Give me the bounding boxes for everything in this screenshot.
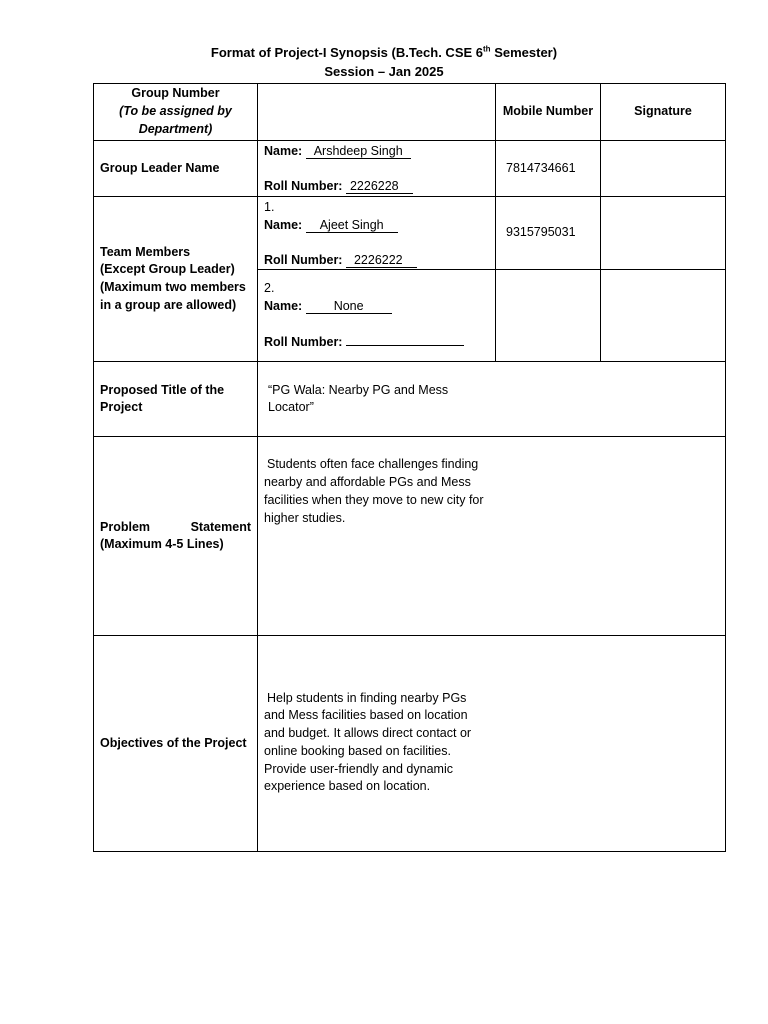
member-1-mobile[interactable]: 9315795031 (496, 197, 601, 270)
group-leader-details (258, 141, 496, 197)
objectives-value[interactable]: Help students in finding nearby PGs and Mess facilities based on location and budget. It allows direct contact or online booking based on facilities. Provide user-friendly and dynamic experience based on location. (264, 690, 472, 794)
group-leader-label: Group Leader Name (94, 141, 258, 197)
group-number-cell (94, 84, 258, 141)
mobile-number-header: Mobile Number (496, 84, 601, 141)
signature-header: Signature (601, 84, 726, 141)
header-row (94, 84, 726, 141)
leader-signature[interactable] (601, 141, 726, 197)
member-1-roll-label: Roll Number: (264, 252, 343, 267)
member-1-name-label: Name: (264, 217, 303, 232)
problem-statement-value[interactable]: Students often face challenges finding nearby and affordable PGs and Mess facilities when they move to new city for higher studies. (264, 457, 484, 525)
problem-label-word: Problem (100, 519, 151, 534)
member-2-name-value[interactable]: None (306, 300, 392, 314)
member-1-signature[interactable] (601, 197, 726, 270)
member-2-roll-value[interactable] (346, 333, 464, 346)
leader-roll-value[interactable]: 2226228 (346, 180, 413, 194)
document-title (0, 44, 768, 62)
group-number-label: Group Number (131, 86, 220, 101)
member-2-roll-label: Roll Number: (264, 334, 343, 349)
title-suffix: Semester) (490, 45, 558, 60)
title-superscript: th (483, 44, 491, 54)
synopsis-table (93, 83, 726, 852)
proposed-title-cell (258, 362, 726, 437)
member-2-index: 2. (264, 281, 275, 296)
proposed-title-value[interactable]: “PG Wala: Nearby PG and Mess Locator” (268, 382, 449, 415)
objectives-label: Objectives of the Project (94, 636, 258, 852)
member-2-signature[interactable] (601, 270, 726, 362)
session-line: Session – Jan 2025 (324, 64, 444, 79)
member-1-details (258, 197, 496, 270)
group-leader-row (94, 141, 726, 197)
member-1-roll-value[interactable]: 2226222 (346, 254, 417, 268)
member-2-name-label: Name: (264, 299, 303, 313)
group-number-note: (To be assigned by Department) (119, 104, 232, 136)
team-members-label-3: (Maximum two members in a group are allowed) (100, 280, 246, 312)
problem-statement-label (94, 437, 258, 636)
title-prefix: Format of Project-I Synopsis (B.Tech. CSE 6 (210, 45, 484, 60)
problem-label-limit: (Maximum 4-5 Lines) (100, 537, 224, 552)
member-1-index: 1. (264, 200, 275, 214)
leader-roll-label: Roll Number: (264, 178, 343, 193)
leader-name-label: Name: (264, 144, 303, 158)
proposed-title-label: Proposed Title of the Project (94, 362, 258, 437)
member-1-name-value[interactable]: Ajeet Singh (306, 219, 398, 233)
member-2-mobile[interactable] (496, 270, 601, 362)
objectives-row (94, 636, 726, 852)
proposed-title-row (94, 362, 726, 437)
problem-statement-row (94, 437, 726, 636)
leader-name-value[interactable]: Arshdeep Singh (306, 145, 411, 159)
statement-label-word: Statement (190, 519, 251, 534)
leader-mobile[interactable]: 7814734661 (496, 141, 601, 197)
team-members-label-2: (Except Group Leader) (100, 262, 235, 277)
team-members-label (94, 197, 258, 362)
member-2-details (258, 270, 496, 362)
objectives-cell (258, 636, 726, 852)
problem-statement-cell (258, 437, 726, 636)
team-member-1-row (94, 197, 726, 270)
team-members-label-1: Team Members (100, 244, 191, 259)
group-number-value-cell[interactable] (258, 84, 496, 141)
